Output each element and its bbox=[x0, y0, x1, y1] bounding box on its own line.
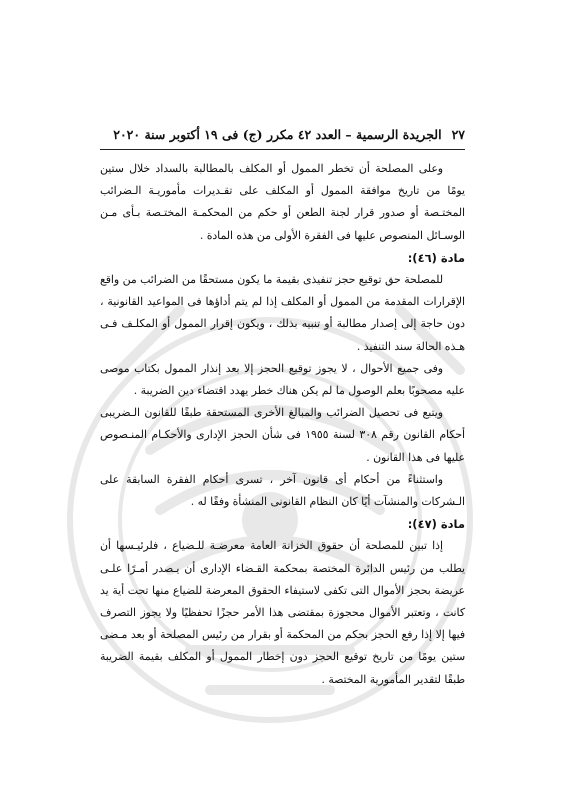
paragraph: واستثناءً من أحكام أى قانون آخر ، تسرى أحكام الفقرة السابقة على الـشركات والمنشآت أيًا كان النظام القانونى المنشأة وفقًا له . bbox=[100, 472, 465, 509]
document-body bbox=[100, 158, 465, 691]
article-heading-47: مادة (٤٧): bbox=[407, 517, 465, 532]
paragraph: ويتبع فى تحصيل الضرائب والمبالغ الأخرى المستحقة طبقًا للقانون الـضريبى أحكام القانون رقم ٣٠٨ لسنة ١٩٥٥ فى شأن الحجز الإدارى والأحكـام المنـصوص عليها فى هذا القانون . bbox=[100, 406, 465, 464]
gazette-title: الجريدة الرسمية – العدد ٤٢ مكرر (ج) فى ١٩ أكتوبر سنة ٢٠٢٠ bbox=[113, 127, 442, 142]
paragraph: وعلى المصلحة أن تخطر الممول أو المكلف بالمطالبة بالسداد خلال ستين يومًا من تاريخ موافقة الممول أو المكلف على تقـديرات مأموريـة الـضرائب المختـصة أو صدور قرار لجنة الطعن أو حكم من المحكمـة المختـصة بـأى مـن الوسـائل المنصوص عليها فى الفقرة الأولى من هذه المادة . bbox=[100, 162, 465, 242]
article-heading-46: مادة (٤٦): bbox=[407, 250, 465, 265]
page-number: ٢٧ bbox=[451, 127, 465, 142]
page-header bbox=[100, 125, 465, 150]
paragraph: إذا تبين للمصلحة أن حقوق الخزانة العامة معرضـة للـضياع ، فلرئيـسها أن يطلب من رئيس الدائرة المختصة بمحكمة القـضاء الإدارى أن يـصدر أمـرًا علـى عريضة بحجز الأموال التى تكفى لاستيفاء الحقوق المعرضة للضياع منها تحت أية يد كانت ، وتعتبر الأموال محجوزة بمقتضى هذا الأمر حجزًا تحفظيًا ولا يجوز التصرف فيها إلا إذا رفع الحجز بحكم من المحكمة أو بقرار من رئيس المصلحة أو بعد مـضى ستين يومًا من تاريخ توقيع الحجز دون إخطار الممول أو المكلف بقيمة الضريبة طبقًا لتقدير المأمورية المختصة . bbox=[100, 539, 465, 686]
paragraph: وفى جميع الأحوال ، لا يجوز توقيع الحجز إلا بعد إنذار الممول بكتاب موصى عليه مصحوبًا بعلم الوصول ما لم يكن هناك خطر يهدد اقتضاء دين الضريبة . bbox=[100, 361, 465, 398]
paragraph: للمصلحة حق توقيع حجز تنفيذى بقيمة ما يكون مستحقًا من الضرائب من واقع الإقرارات المقدمة من الممول أو المكلف إذا لم يتم أداؤها فى المواعيد القانونية ، دون حاجة إلى إصدار مطالبة أو تنبيه بذلك ، ويكون إقرار الممول أو المكلـف فـى هـذه الحالة سند التنفيذ . bbox=[100, 273, 465, 353]
